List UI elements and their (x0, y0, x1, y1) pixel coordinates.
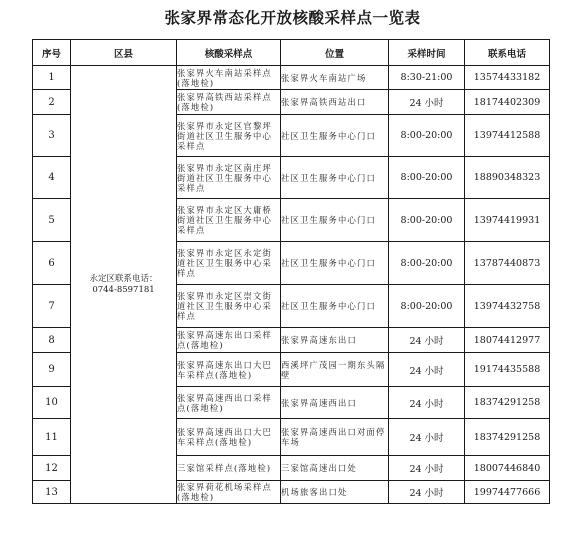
cell-time: 24 小时 (389, 419, 465, 456)
cell-site: 张家界荷花机场采样点(落地检) (177, 481, 281, 504)
header-phone: 联系电话 (465, 40, 550, 66)
header-seq: 序号 (33, 40, 71, 66)
cell-location: 社区卫生服务中心门口 (281, 285, 389, 328)
cell-seq: 7 (33, 285, 71, 328)
cell-seq: 5 (33, 199, 71, 242)
cell-phone: 18374291258 (465, 419, 550, 456)
cell-site: 张家界市永定区南庄坪街道社区卫生服务中心采样点 (177, 157, 281, 199)
district-label: 永定区联系电话： (89, 273, 158, 284)
header-location: 位置 (281, 40, 389, 66)
cell-seq: 2 (33, 90, 71, 115)
cell-phone: 18174402309 (465, 90, 550, 115)
cell-phone: 13787440873 (465, 242, 550, 285)
cell-seq: 8 (33, 328, 71, 353)
cell-time: 24 小时 (389, 387, 465, 419)
page-title: 张家界常态化开放核酸采样点一览表 (164, 9, 421, 27)
cell-site: 张家界市永定区大庸桥街道社区卫生服务中心采样点 (177, 199, 281, 242)
cell-time: 24 小时 (389, 353, 465, 387)
cell-time: 24 小时 (389, 481, 465, 504)
cell-seq: 11 (33, 419, 71, 456)
cell-location: 张家界高铁西站出口 (281, 90, 389, 115)
cell-time: 24 小时 (389, 328, 465, 353)
cell-location: 张家界高速东出口 (281, 328, 389, 353)
header-district: 区县 (71, 40, 177, 66)
cell-phone: 13974432758 (465, 285, 550, 328)
cell-location: 三家馆高速出口处 (281, 456, 389, 481)
cell-site: 三家馆采样点(落地检) (177, 456, 281, 481)
cell-phone: 13574433182 (465, 66, 550, 90)
cell-site: 张家界高速西出口采样点(落地检) (177, 387, 281, 419)
table-body (33, 66, 550, 504)
cell-site: 张家界高铁西站采样点(落地检) (177, 90, 281, 115)
cell-time: 8:00-20:00 (389, 242, 465, 285)
cell-seq: 10 (33, 387, 71, 419)
cell-phone: 18007446840 (465, 456, 550, 481)
cell-phone: 13974419931 (465, 199, 550, 242)
sampling-sites-table (32, 39, 550, 504)
district-phone: 0744-8597181 (92, 284, 155, 295)
table-header-row (33, 40, 550, 66)
cell-time: 8:00-20:00 (389, 157, 465, 199)
cell-time: 8:00-20:00 (389, 199, 465, 242)
cell-location: 社区卫生服务中心门口 (281, 242, 389, 285)
cell-site: 张家界市永定区官黎坪街道社区卫生服务中心采样点 (177, 115, 281, 157)
cell-location: 社区卫生服务中心门口 (281, 157, 389, 199)
cell-phone: 18890348323 (465, 157, 550, 199)
cell-phone: 18374291258 (465, 387, 550, 419)
cell-seq: 1 (33, 66, 71, 90)
cell-location: 张家界高速西出口对面停车场 (281, 419, 389, 456)
cell-phone: 13974412588 (465, 115, 550, 157)
cell-site: 张家界高速西出口大巴车采样点(落地检) (177, 419, 281, 456)
cell-location: 社区卫生服务中心门口 (281, 115, 389, 157)
cell-location: 张家界高速西出口 (281, 387, 389, 419)
cell-time: 8:30-21:00 (389, 66, 465, 90)
cell-location: 机场旅客出口处 (281, 481, 389, 504)
cell-seq: 3 (33, 115, 71, 157)
cell-phone: 19974477666 (465, 481, 550, 504)
cell-time: 24 小时 (389, 90, 465, 115)
cell-site: 张家界高速东出口采样点(落地检) (177, 328, 281, 353)
cell-district (71, 66, 177, 504)
cell-seq: 6 (33, 242, 71, 285)
cell-phone: 19174435588 (465, 353, 550, 387)
cell-seq: 12 (33, 456, 71, 481)
cell-location: 社区卫生服务中心门口 (281, 199, 389, 242)
cell-time: 8:00-20:00 (389, 285, 465, 328)
cell-seq: 4 (33, 157, 71, 199)
cell-time: 8:00-20:00 (389, 115, 465, 157)
header-site: 核酸采样点 (177, 40, 281, 66)
table-row (33, 66, 550, 90)
cell-site: 张家界市永定区崇文街道社区卫生服务中心采样点 (177, 285, 281, 328)
cell-time: 24 小时 (389, 456, 465, 481)
cell-location: 西溪坪广茂园一期东头隔壁 (281, 353, 389, 387)
cell-phone: 18074412977 (465, 328, 550, 353)
cell-site: 张家界火车南站采样点(落地检) (177, 66, 281, 90)
header-time: 采样时间 (389, 40, 465, 66)
cell-location: 张家界火车南站广场 (281, 66, 389, 90)
cell-site: 张家界市永定区永定街道社区卫生服务中心采样点 (177, 242, 281, 285)
cell-seq: 13 (33, 481, 71, 504)
cell-site: 张家界高速东出口大巴车采样点(落地检) (177, 353, 281, 387)
cell-seq: 9 (33, 353, 71, 387)
